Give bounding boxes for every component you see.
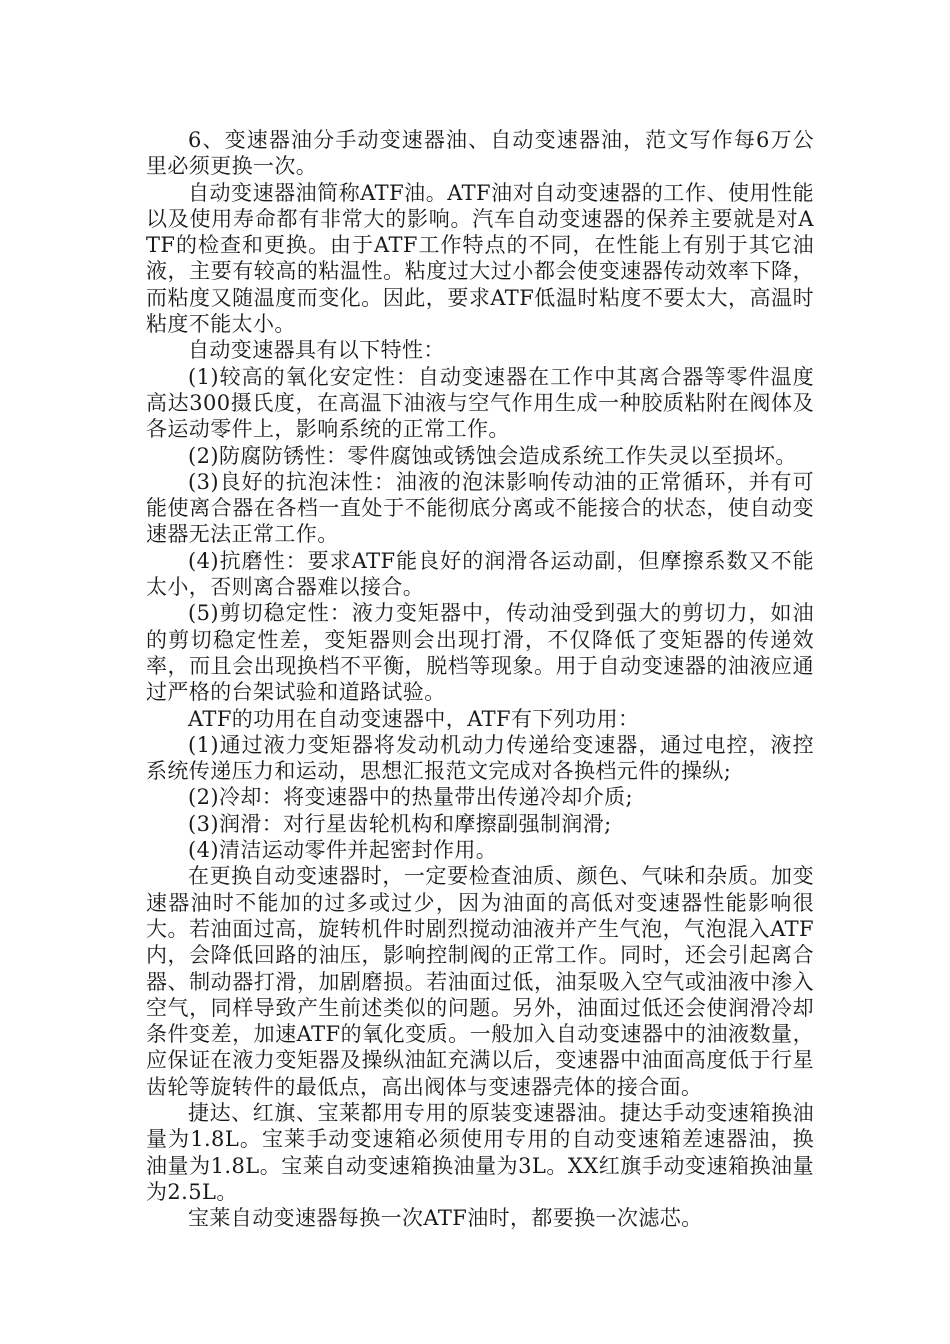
list-item-oxidation-stability: (1)较高的氧化安定性：自动变速器在工作中其离合器等零件温度高达300摄氏度，在高温下油液与空气作用生成一种胶质粘附在阀体及各运动零件上，影响系统的正常工作。 xyxy=(146,364,814,442)
list-item-shear-stability: (5)剪切稳定性：液力变矩器中，传动油受到强大的剪切力，如油的剪切稳定性差，变矩器则会出现打滑，不仅降低了变矩器的传递效率，而且会出现换档不平衡，脱档等现象。用于自动变速器的油液应通过严格的台架试验和道路试验。 xyxy=(146,601,814,705)
paragraph-properties-heading: 自动变速器具有以下特性： xyxy=(188,338,445,363)
paragraph-oil-level-check: 在更换自动变速器时，一定要检查油质、颜色、气味和杂质。加变速器油时不能加的过多或过少，因为油面的高低对变速器性能影响很大。若油面过高，旋转机件时剧烈搅动油液并产生气泡，气泡混入ATF内，会降低回路的油压，影响控制阀的正常工作。同时，还会引起离合器、制动器打滑，加剧磨损。若油面过低，油泵吸入空气或油液中渗入空气，同样导致产生前述类似的问题。另外，油面过低还会使润滑冷却条件变差，加速ATF的氧化变质。一般加入自动变速器中的油液数量，应保证在液力变矩器及操纵油缸充满以后，变速器中油面高度低于行星齿轮等旋转件的最低点，高出阀体与变速器壳体的接合面。 xyxy=(146,864,814,1099)
list-item-anti-corrosion: (2)防腐防锈性：零件腐蚀或锈蚀会造成系统工作失灵以至损坏。 xyxy=(188,443,797,468)
list-item-cooling: (2)冷却：将变速器中的热量带出传递冷却介质; xyxy=(188,785,634,810)
list-item-anti-wear: (4)抗磨性：要求ATF能良好的润滑各运动副，但摩擦系数又不能太小，否则离合器难以接合。 xyxy=(146,548,814,600)
paragraph-filter-replacement: 宝莱自动变速器每换一次ATF油时，都要换一次滤芯。 xyxy=(188,1206,703,1231)
document-body xyxy=(146,127,814,1231)
paragraph-atf-overview: 自动变速器油简称ATF油。ATF油对自动变速器的工作、使用性能以及使用寿命都有非常大的影响。汽车自动变速器的保养主要就是对ATF的检查和更换。由于ATF工作特点的不同，在性能上有别于其它油液，主要有较高的粘温性。粘度过大过小都会使变速器传动效率下降，而粘度又随温度而变化。因此，要求ATF低温时粘度不要太大，高温时粘度不能太小。 xyxy=(146,180,814,337)
list-item-lubrication: (3)润滑：对行星齿轮机构和摩擦副强制润滑; xyxy=(188,811,612,836)
paragraph-oil-capacity: 捷达、红旗、宝莱都用专用的原装变速器油。捷达手动变速箱换油量为1.8L。宝莱手动变速箱必须使用专用的自动变速箱差速器油，换油量为1.8L。宝莱自动变速箱换油量为3L。XX红旗手动变速箱换油量为2.5L。 xyxy=(146,1100,814,1204)
list-item-anti-foam: (3)良好的抗泡沫性：油液的泡沫影响传动油的正常循环，并有可能使离合器在各档一直处于不能彻底分离或不能接合的状态，使自动变速器无法正常工作。 xyxy=(146,469,814,547)
paragraph-atf-functions-heading: ATF的功用在自动变速器中，ATF有下列功用： xyxy=(188,706,640,731)
list-item-power-transmission: (1)通过液力变矩器将发动机动力传递给变速器，通过电控，液控系统传递压力和运动，思想汇报范文完成对各换档元件的操纵; xyxy=(146,732,814,784)
list-item-cleaning-sealing: (4)清洁运动零件并起密封作用。 xyxy=(188,838,498,863)
paragraph-oil-change-interval: 6、变速器油分手动变速器油、自动变速器油，范文写作每6万公里必须更换一次。 xyxy=(146,128,814,179)
